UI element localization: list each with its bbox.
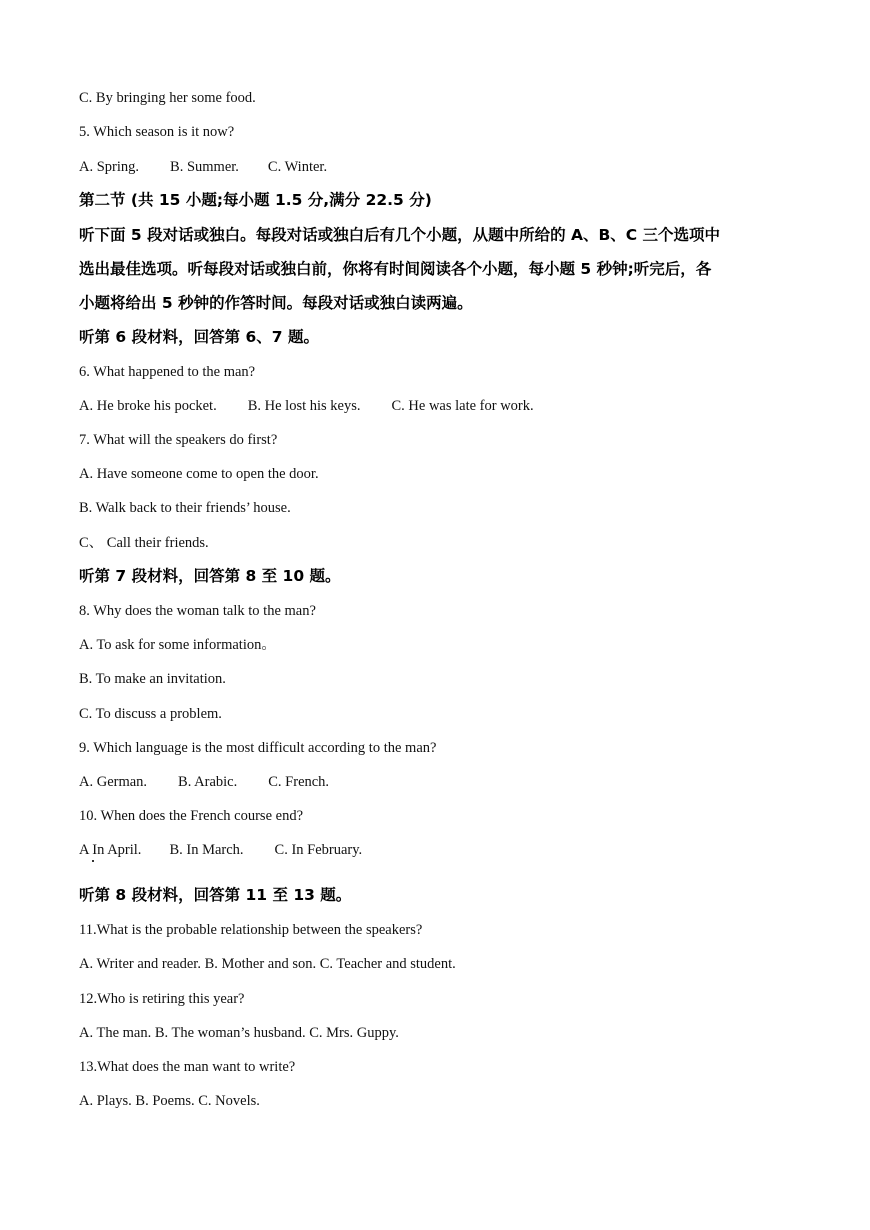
q7-option-c: C、 Call their friends. bbox=[79, 535, 209, 551]
q6-options bbox=[79, 396, 534, 416]
q9-option-a: A. German. bbox=[79, 774, 148, 790]
q5-option-c: C. Winter. bbox=[267, 159, 328, 175]
q12-options: A. The man. B. The woman’s husband. C. Mrs. Guppy. bbox=[79, 1025, 399, 1041]
q10-question: 10. When does the French course end? bbox=[79, 808, 304, 824]
stray-dot-mark bbox=[92, 860, 94, 862]
section2-instructions-line2: 选出最佳选项。听每段对话或独白前，你将有时间阅读各个小题，每小题 5 秒钟;听完后，各 bbox=[79, 260, 712, 278]
q7-option-b: B. Walk back to their friends’ house. bbox=[79, 500, 291, 516]
q7-question: 7. What will the speakers do first? bbox=[79, 432, 278, 448]
q9-option-b: B. Arabic. bbox=[178, 774, 238, 790]
q5-option-a: A. Spring. bbox=[79, 159, 140, 175]
material6-heading: 听第 6 段材料，回答第 6、7 题。 bbox=[79, 328, 319, 346]
q9-options bbox=[79, 772, 329, 792]
q10-options bbox=[79, 840, 362, 860]
q5-option-b: B. Summer. bbox=[170, 159, 239, 175]
section2-instructions-line3: 小题将给出 5 秒钟的作答时间。每段对话或独白读两遍。 bbox=[79, 294, 473, 312]
section2-heading: 第二节 (共 15 小题;每小题 1.5 分,满分 22.5 分) bbox=[79, 191, 432, 209]
q6-question: 6. What happened to the man? bbox=[79, 364, 256, 380]
q12-question: 12.Who is retiring this year? bbox=[79, 991, 245, 1007]
q8-option-a: A. To ask for some information。 bbox=[79, 637, 276, 653]
q8-question: 8. Why does the woman talk to the man? bbox=[79, 603, 316, 619]
q7-option-a: A. Have someone come to open the door. bbox=[79, 466, 319, 482]
q6-option-c: C. He was late for work. bbox=[391, 398, 534, 414]
q8-option-b: B. To make an invitation. bbox=[79, 671, 226, 687]
q11-options: A. Writer and reader. B. Mother and son. C. Teacher and student. bbox=[79, 956, 456, 972]
q11-question: 11.What is the probable relationship between the speakers? bbox=[79, 922, 423, 938]
q4-option-c: C. By bringing her some food. bbox=[79, 90, 256, 106]
section2-instructions-line1: 听下面 5 段对话或独白。每段对话或独白后有几个小题，从题中所给的 A、B、C 三个选项中 bbox=[79, 226, 721, 244]
q9-question: 9. Which language is the most difficult according to the man? bbox=[79, 740, 437, 756]
q13-question: 13.What does the man want to write? bbox=[79, 1059, 296, 1075]
q6-option-a: A. He broke his pocket. bbox=[79, 398, 217, 414]
q10-option-c: C. In February. bbox=[274, 842, 363, 858]
q13-options: A. Plays. B. Poems. C. Novels. bbox=[79, 1093, 260, 1109]
q5-question: 5. Which season is it now? bbox=[79, 124, 235, 140]
material7-heading: 听第 7 段材料，回答第 8 至 10 题。 bbox=[79, 567, 341, 585]
q9-option-c: C. French. bbox=[268, 774, 330, 790]
q5-options bbox=[79, 157, 327, 177]
q6-option-b: B. He lost his keys. bbox=[247, 398, 361, 414]
q10-option-b: B. In March. bbox=[169, 842, 244, 858]
q10-option-a: A In April. bbox=[79, 842, 142, 858]
q8-option-c: C. To discuss a problem. bbox=[79, 706, 222, 722]
material8-heading: 听第 8 段材料，回答第 11 至 13 题。 bbox=[79, 886, 352, 904]
